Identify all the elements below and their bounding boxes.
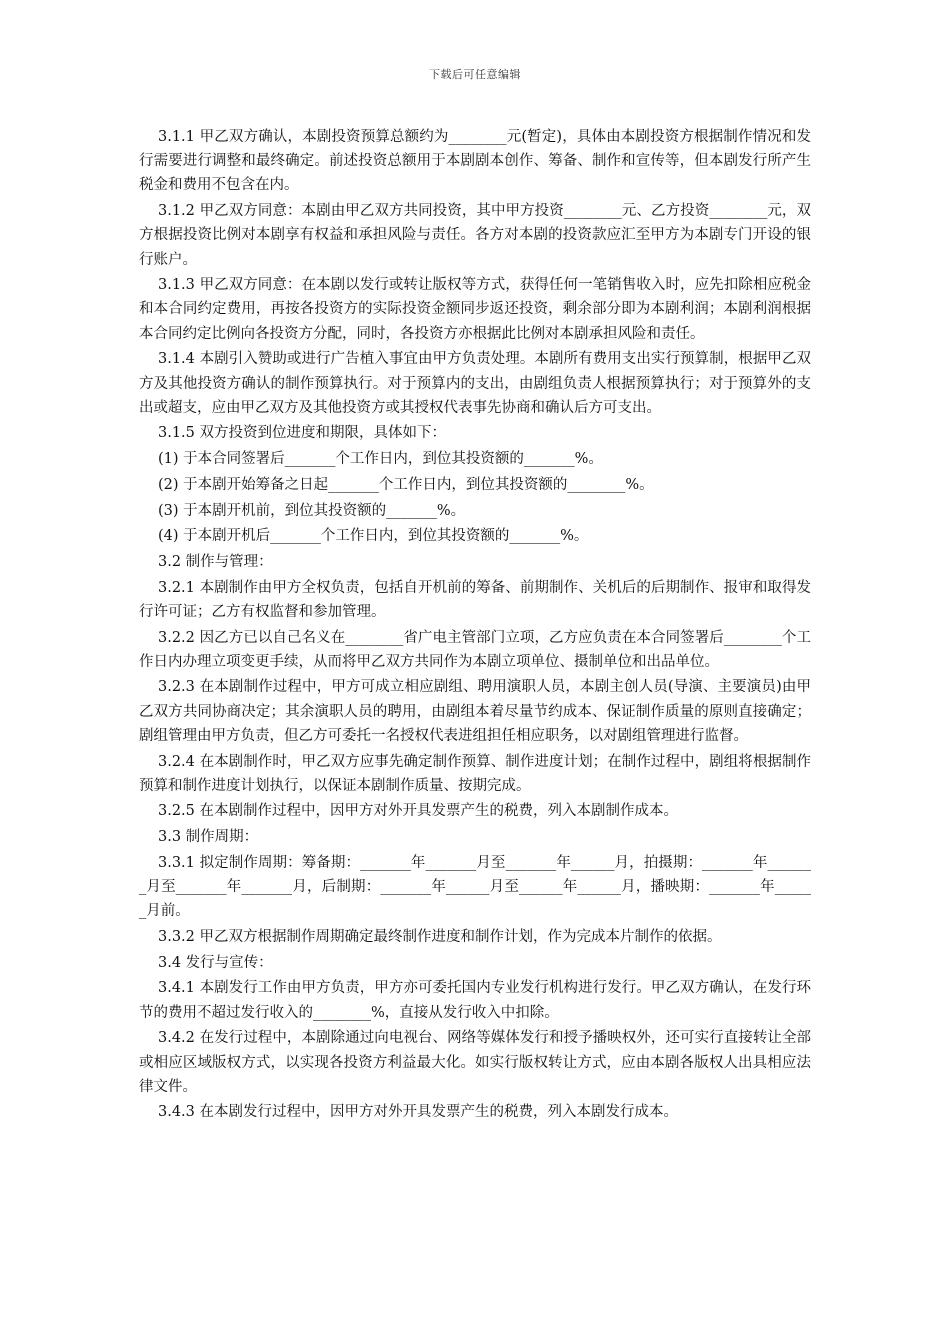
clause-3-1-1: 3.1.1 甲乙双方确认，本剧投资预算总额约为________元(暂定)，具体由本剧投资方根据制作情况和发行需要进行调整和最终确定。前述投资总额用于本剧剧本创作、筹备、制作和宣传等，但本剧发行所产生税金和费用不包含在内。 [139,129,811,194]
clause-3-4-1: 3.4.1 本剧发行工作由甲方负责，甲方亦可委托国内专业发行机构进行发行。甲乙双方确认，在发行环节的费用不超过发行收入的________%，直接从发行收入中扣除。 [139,980,811,1021]
document-body [139,125,811,1126]
clause-3-1-5-item-1: (1) 于本合同签署后_______个工作日内，到位其投资额的_______%。 [158,451,603,468]
clause-3-1-5: 3.1.5 双方投资到位进度和期限，具体如下： [158,425,447,442]
clause-3-1-4: 3.1.4 本剧引入赞助或进行广告植入事宜由甲方负责处理。本剧所有费用支出实行预算制，根据甲乙双方及其他投资方确认的制作预算执行。对于预算内的支出，由剧组负责人根据预算执行；对于预算外的支出或超支，应由甲乙双方及其他投资方或其授权代表事先协商和确认后方可支出。 [139,351,811,416]
page-header: 下载后可任意编辑 [429,68,521,81]
clause-3-2-2: 3.2.2 因乙方已以自己名义在________省广电主管部门立项，乙方应负责在本合同签署后________个工作日内办理立项变更手续，从而将甲乙双方共同作为本剧立项单位、摄制单位和出品单位。 [139,629,811,670]
clause-3-3-2: 3.3.2 甲乙双方根据制作周期确定最终制作进度和制作计划，作为完成本片制作的依据。 [158,929,722,945]
section-3-3-heading: 3.3 制作周期： [158,829,259,846]
clause-3-1-5-item-2: (2) 于本剧开始筹备之日起_______个工作日内，到位其投资额的________%。 [158,476,654,493]
clause-3-1-3: 3.1.3 甲乙双方同意：在本剧以发行或转让版权等方式，获得任何一笔销售收入时，应先扣除相应税金和本合同约定费用，再按各投资方的实际投资金额同步返还投资，剩余部分即为本剧利润；本剧利润根据本合同约定比例向各投资方分配，同时，各投资方亦根据此比例对本剧承担风险和责任。 [139,277,811,342]
clause-3-1-5-item-4: (4) 于本剧开机后_______个工作日内，到位其投资额的_______%。 [158,528,589,545]
clause-3-2-1: 3.2.1 本剧制作由甲方全权负责，包括自开机前的筹备、前期制作、关机后的后期制作、报审和取得发行许可证；乙方有权监督和参加管理。 [139,579,811,620]
clause-3-4-3: 3.4.3 在本剧发行过程中，因甲方对外开具发票产生的税费，列入本剧发行成本。 [158,1104,679,1121]
clause-3-3-1: 3.3.1 拟定制作周期：筹备期：_______年_______月至_______年______月，拍摄期：_______年_______月至_______年_______月，后制期：_______年______月至______年______月，播映期：_______年______月前。 [139,854,811,920]
section-3-4-heading: 3.4 发行与宣传： [158,954,273,971]
clause-3-2-4: 3.2.4 在本剧制作时，甲乙双方应事先确定制作预算、制作进度计划；在制作过程中，剧组将根据制作预算和制作进度计划执行，以保证本剧制作质量、按期完成。 [139,753,811,794]
clause-3-2-3: 3.2.3 在本剧制作过程中，甲方可成立相应剧组、聘用演职人员，本剧主创人员(导演、主要演员)由甲乙双方共同协商决定；其余演职人员的聘用，由剧组本着尽量节约成本、保证制作质量的原则直接确定；剧组管理由甲方负责，但乙方可委托一名授权代表进组担任相应职务，以对剧组管理进行监督。 [139,679,811,744]
section-3-2-heading: 3.2 制作与管理： [158,553,273,570]
clause-3-2-5: 3.2.5 在本剧制作过程中，因甲方对外开具发票产生的税费，列入本剧制作成本。 [158,803,679,820]
clause-3-1-2: 3.1.2 甲乙双方同意：本剧由甲乙双方共同投资，其中甲方投资________元、乙方投资________元，双方根据投资比例对本剧享有权益和承担风险与责任。各方对本剧的投资款应汇至甲方为本剧专门开设的银行账户。 [139,203,811,268]
clause-3-1-5-item-3: (3) 于本剧开机前，到位其投资额的_______%。 [158,502,466,519]
clause-3-4-2: 3.4.2 在发行过程中，本剧除通过向电视台、网络等媒体发行和授予播映权外，还可实行直接转让全部或相应区域版权方式，以实现各投资方利益最大化。如实行版权转让方式，应由本剧各版权人出具相应法律文件。 [139,1030,811,1095]
